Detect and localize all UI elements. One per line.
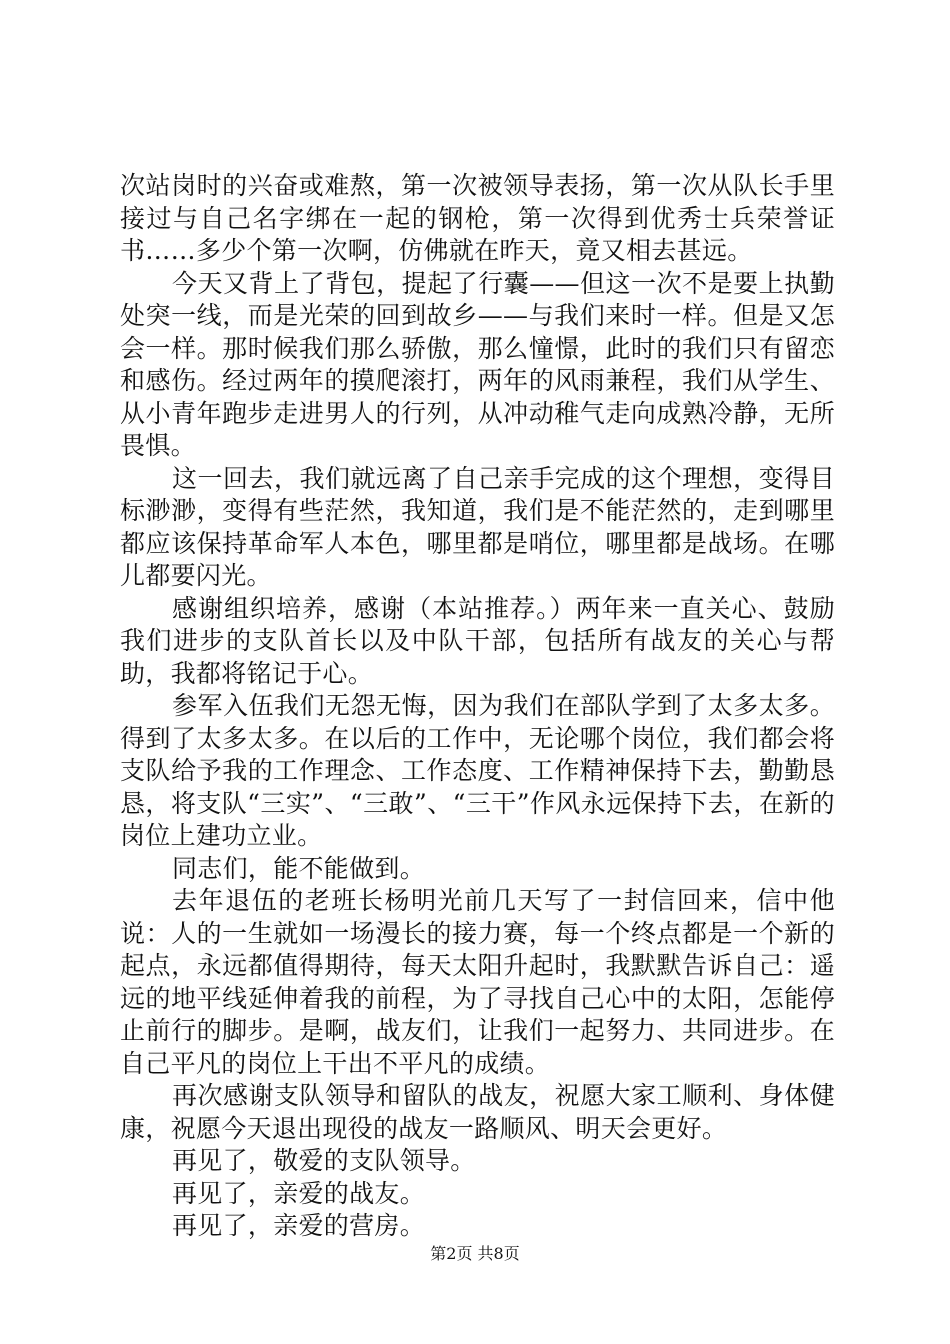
paragraph: 参军入伍我们无怨无悔，因为我们在部队学到了太多太多。得到了太多太多。在以后的工作中，无论哪个岗位，我们都会将支队给予我的工作理念、工作态度、工作精神保持下去，勤勤恳恳，将支队“三实”、“三敢”、“三干”作风永远保持下去，在新的岗位上建功立业。 (120, 691, 835, 850)
paragraph: 同志们，能不能做到。 (172, 853, 426, 883)
paragraph: 今天又背上了背包，提起了行囊——但这一次不是要上执勤处突一线，而是光荣的回到故乡——与我们来时一样。但是又怎会一样。那时候我们那么骄傲，那么憧憬，此时的我们只有留恋和感伤。经过两年的摸爬滚打，两年的风雨兼程，我们从学生、从小青年跑步走进男人的行列，从冲动稚气走向成熟冷静，无所畏惧。 (120, 268, 835, 460)
paragraph: 再见了，亲爱的营房。 (172, 1211, 426, 1240)
paragraph: 次站岗时的兴奋或难熬，第一次被领导表扬，第一次从队长手里接过与自己名字绑在一起的钢枪，第一次得到优秀士兵荣誉证书……多少个第一次啊，仿佛就在昨天，竟又相去甚远。 (120, 171, 835, 265)
document-body (120, 170, 835, 1243)
paragraph: 去年退伍的老班长杨明光前几天写了一封信回来，信中他说：人的一生就如一场漫长的接力赛，每一个终点都是一个新的起点，永远都值得期待，每天太阳升起时，我默默告诉自己：遥远的地平线延伸着我的前程，为了寻找自己心中的太阳，怎能停止前行的脚步。是啊，战友们，让我们一起努力、共同进步。在自己平凡的岗位上干出不平凡的成绩。 (120, 886, 835, 1078)
paragraph: 这一回去，我们就远离了自己亲手完成的这个理想，变得目标渺渺，变得有些茫然，我知道，我们是不能茫然的，走到哪里都应该保持革命军人本色，哪里都是哨位，哪里都是战场。在哪儿都要闪光。 (120, 463, 835, 590)
paragraph: 再次感谢支队领导和留队的战友，祝愿大家工顺利、身体健康，祝愿今天退出现役的战友一路顺风、明天会更好。 (120, 1081, 835, 1143)
paragraph: 再见了，亲爱的战友。 (172, 1178, 426, 1208)
paragraph: 再见了，敬爱的支队领导。 (172, 1146, 476, 1175)
page-number-footer: 第2页 共8页 (430, 1244, 520, 1263)
paragraph: 感谢组织培养，感谢（本站推荐。）两年来一直关心、鼓励我们进步的支队首长以及中队干部，包括所有战友的关心与帮助，我都将铭记于心。 (120, 593, 835, 688)
